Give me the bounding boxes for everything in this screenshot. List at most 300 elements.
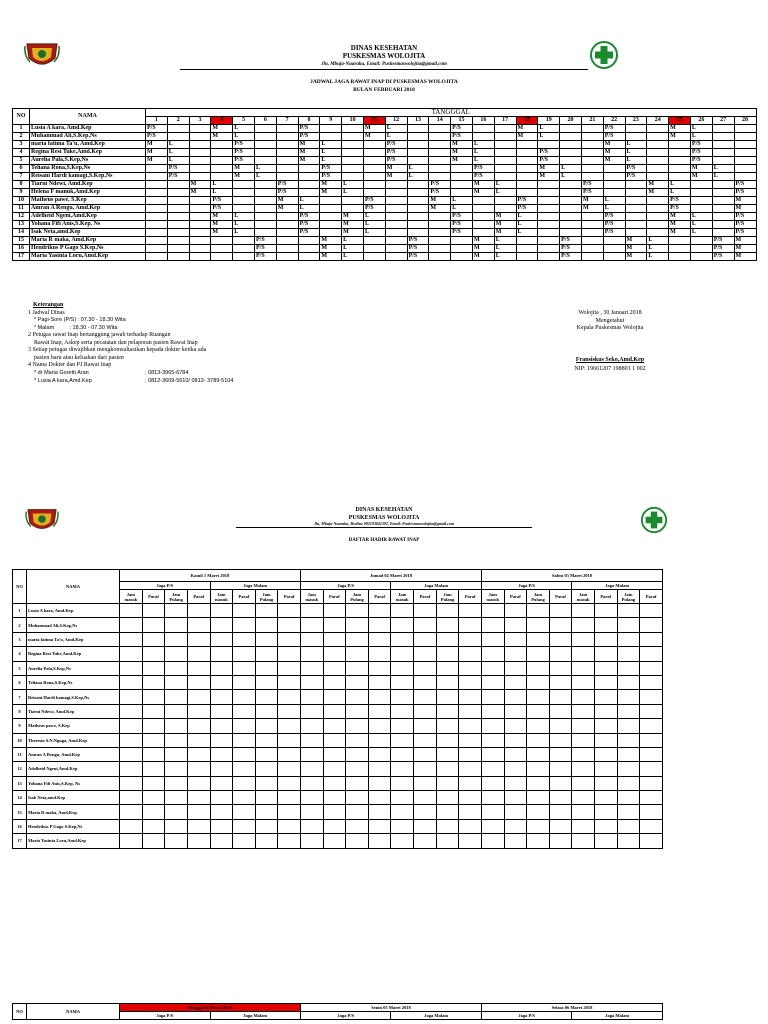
att-blank-cell[interactable] xyxy=(617,704,640,718)
att-blank-cell[interactable] xyxy=(572,805,595,819)
att-blank-cell[interactable] xyxy=(504,661,527,675)
att-blank-cell[interactable] xyxy=(459,647,482,661)
att-blank-cell[interactable] xyxy=(391,776,414,790)
att-blank-cell[interactable] xyxy=(594,834,617,848)
att-blank-cell[interactable] xyxy=(301,632,324,646)
att-blank-cell[interactable] xyxy=(210,704,233,718)
att-blank-cell[interactable] xyxy=(481,834,504,848)
att-blank-cell[interactable] xyxy=(527,791,550,805)
att-blank-cell[interactable] xyxy=(391,704,414,718)
att-blank-cell[interactable] xyxy=(346,791,369,805)
att-blank-cell[interactable] xyxy=(617,661,640,675)
att-blank-cell[interactable] xyxy=(233,690,256,704)
att-blank-cell[interactable] xyxy=(210,834,233,848)
att-blank-cell[interactable] xyxy=(323,604,346,618)
att-blank-cell[interactable] xyxy=(481,632,504,646)
att-blank-cell[interactable] xyxy=(278,733,301,747)
att-blank-cell[interactable] xyxy=(459,834,482,848)
att-blank-cell[interactable] xyxy=(346,675,369,689)
att-blank-cell[interactable] xyxy=(640,719,663,733)
att-blank-cell[interactable] xyxy=(414,604,437,618)
att-blank-cell[interactable] xyxy=(481,719,504,733)
att-blank-cell[interactable] xyxy=(210,805,233,819)
att-blank-cell[interactable] xyxy=(278,618,301,632)
att-blank-cell[interactable] xyxy=(527,776,550,790)
att-blank-cell[interactable] xyxy=(368,704,391,718)
att-blank-cell[interactable] xyxy=(323,733,346,747)
att-blank-cell[interactable] xyxy=(165,791,188,805)
att-blank-cell[interactable] xyxy=(436,805,459,819)
att-blank-cell[interactable] xyxy=(459,632,482,646)
att-blank-cell[interactable] xyxy=(594,819,617,833)
att-blank-cell[interactable] xyxy=(187,805,210,819)
att-blank-cell[interactable] xyxy=(504,618,527,632)
att-blank-cell[interactable] xyxy=(594,733,617,747)
att-blank-cell[interactable] xyxy=(594,776,617,790)
att-blank-cell[interactable] xyxy=(549,704,572,718)
att-blank-cell[interactable] xyxy=(459,819,482,833)
att-blank-cell[interactable] xyxy=(323,661,346,675)
att-blank-cell[interactable] xyxy=(142,776,165,790)
att-blank-cell[interactable] xyxy=(436,776,459,790)
att-blank-cell[interactable] xyxy=(594,704,617,718)
att-blank-cell[interactable] xyxy=(255,632,278,646)
att-blank-cell[interactable] xyxy=(142,819,165,833)
att-blank-cell[interactable] xyxy=(459,762,482,776)
att-blank-cell[interactable] xyxy=(346,819,369,833)
att-blank-cell[interactable] xyxy=(165,675,188,689)
att-blank-cell[interactable] xyxy=(255,762,278,776)
att-blank-cell[interactable] xyxy=(278,791,301,805)
att-blank-cell[interactable] xyxy=(459,661,482,675)
att-blank-cell[interactable] xyxy=(120,791,143,805)
att-blank-cell[interactable] xyxy=(504,704,527,718)
att-blank-cell[interactable] xyxy=(255,604,278,618)
att-blank-cell[interactable] xyxy=(504,834,527,848)
att-blank-cell[interactable] xyxy=(414,647,437,661)
att-blank-cell[interactable] xyxy=(233,747,256,761)
att-blank-cell[interactable] xyxy=(549,747,572,761)
att-blank-cell[interactable] xyxy=(323,704,346,718)
att-blank-cell[interactable] xyxy=(436,618,459,632)
att-blank-cell[interactable] xyxy=(459,604,482,618)
att-blank-cell[interactable] xyxy=(391,733,414,747)
att-blank-cell[interactable] xyxy=(527,690,550,704)
att-blank-cell[interactable] xyxy=(255,733,278,747)
att-blank-cell[interactable] xyxy=(187,733,210,747)
att-blank-cell[interactable] xyxy=(120,805,143,819)
att-blank-cell[interactable] xyxy=(346,704,369,718)
att-blank-cell[interactable] xyxy=(549,690,572,704)
att-blank-cell[interactable] xyxy=(165,647,188,661)
att-blank-cell[interactable] xyxy=(572,719,595,733)
att-blank-cell[interactable] xyxy=(368,834,391,848)
att-blank-cell[interactable] xyxy=(120,632,143,646)
att-blank-cell[interactable] xyxy=(210,819,233,833)
att-blank-cell[interactable] xyxy=(323,690,346,704)
att-blank-cell[interactable] xyxy=(187,819,210,833)
att-blank-cell[interactable] xyxy=(436,690,459,704)
att-blank-cell[interactable] xyxy=(436,819,459,833)
att-blank-cell[interactable] xyxy=(368,733,391,747)
att-blank-cell[interactable] xyxy=(527,618,550,632)
att-blank-cell[interactable] xyxy=(368,690,391,704)
att-blank-cell[interactable] xyxy=(594,747,617,761)
att-blank-cell[interactable] xyxy=(391,805,414,819)
att-blank-cell[interactable] xyxy=(301,776,324,790)
att-blank-cell[interactable] xyxy=(210,618,233,632)
att-blank-cell[interactable] xyxy=(640,675,663,689)
att-blank-cell[interactable] xyxy=(481,747,504,761)
att-blank-cell[interactable] xyxy=(120,661,143,675)
att-blank-cell[interactable] xyxy=(165,819,188,833)
att-blank-cell[interactable] xyxy=(120,762,143,776)
att-blank-cell[interactable] xyxy=(594,661,617,675)
att-blank-cell[interactable] xyxy=(278,819,301,833)
att-blank-cell[interactable] xyxy=(504,791,527,805)
att-blank-cell[interactable] xyxy=(210,776,233,790)
att-blank-cell[interactable] xyxy=(120,675,143,689)
att-blank-cell[interactable] xyxy=(120,604,143,618)
att-blank-cell[interactable] xyxy=(504,762,527,776)
att-blank-cell[interactable] xyxy=(527,819,550,833)
att-blank-cell[interactable] xyxy=(255,618,278,632)
att-blank-cell[interactable] xyxy=(594,805,617,819)
att-blank-cell[interactable] xyxy=(120,647,143,661)
att-blank-cell[interactable] xyxy=(120,690,143,704)
att-blank-cell[interactable] xyxy=(640,762,663,776)
att-blank-cell[interactable] xyxy=(120,719,143,733)
att-blank-cell[interactable] xyxy=(233,776,256,790)
att-blank-cell[interactable] xyxy=(278,776,301,790)
att-blank-cell[interactable] xyxy=(210,647,233,661)
att-blank-cell[interactable] xyxy=(414,632,437,646)
att-blank-cell[interactable] xyxy=(278,661,301,675)
att-blank-cell[interactable] xyxy=(187,604,210,618)
att-blank-cell[interactable] xyxy=(278,704,301,718)
att-blank-cell[interactable] xyxy=(549,719,572,733)
att-blank-cell[interactable] xyxy=(481,675,504,689)
att-blank-cell[interactable] xyxy=(346,690,369,704)
att-blank-cell[interactable] xyxy=(549,762,572,776)
att-blank-cell[interactable] xyxy=(549,819,572,833)
att-blank-cell[interactable] xyxy=(346,632,369,646)
att-blank-cell[interactable] xyxy=(504,632,527,646)
att-blank-cell[interactable] xyxy=(120,834,143,848)
att-blank-cell[interactable] xyxy=(323,647,346,661)
att-blank-cell[interactable] xyxy=(323,719,346,733)
att-blank-cell[interactable] xyxy=(346,661,369,675)
att-blank-cell[interactable] xyxy=(233,762,256,776)
att-blank-cell[interactable] xyxy=(142,661,165,675)
att-blank-cell[interactable] xyxy=(436,733,459,747)
att-blank-cell[interactable] xyxy=(210,719,233,733)
att-blank-cell[interactable] xyxy=(255,819,278,833)
att-blank-cell[interactable] xyxy=(323,834,346,848)
att-blank-cell[interactable] xyxy=(414,805,437,819)
att-blank-cell[interactable] xyxy=(481,647,504,661)
att-blank-cell[interactable] xyxy=(165,632,188,646)
att-blank-cell[interactable] xyxy=(233,704,256,718)
att-blank-cell[interactable] xyxy=(459,675,482,689)
att-blank-cell[interactable] xyxy=(549,661,572,675)
att-blank-cell[interactable] xyxy=(617,747,640,761)
att-blank-cell[interactable] xyxy=(436,632,459,646)
att-blank-cell[interactable] xyxy=(414,762,437,776)
att-blank-cell[interactable] xyxy=(594,719,617,733)
att-blank-cell[interactable] xyxy=(323,762,346,776)
att-blank-cell[interactable] xyxy=(120,704,143,718)
att-blank-cell[interactable] xyxy=(210,791,233,805)
att-blank-cell[interactable] xyxy=(278,805,301,819)
att-blank-cell[interactable] xyxy=(165,618,188,632)
att-blank-cell[interactable] xyxy=(504,690,527,704)
att-blank-cell[interactable] xyxy=(187,618,210,632)
att-blank-cell[interactable] xyxy=(594,690,617,704)
att-blank-cell[interactable] xyxy=(165,733,188,747)
att-blank-cell[interactable] xyxy=(346,747,369,761)
att-blank-cell[interactable] xyxy=(165,690,188,704)
att-blank-cell[interactable] xyxy=(255,661,278,675)
att-blank-cell[interactable] xyxy=(142,704,165,718)
att-blank-cell[interactable] xyxy=(368,661,391,675)
att-blank-cell[interactable] xyxy=(346,719,369,733)
att-blank-cell[interactable] xyxy=(414,661,437,675)
att-blank-cell[interactable] xyxy=(391,661,414,675)
att-blank-cell[interactable] xyxy=(459,776,482,790)
att-blank-cell[interactable] xyxy=(301,791,324,805)
att-blank-cell[interactable] xyxy=(233,791,256,805)
att-blank-cell[interactable] xyxy=(142,747,165,761)
att-blank-cell[interactable] xyxy=(233,834,256,848)
att-blank-cell[interactable] xyxy=(640,632,663,646)
att-blank-cell[interactable] xyxy=(459,618,482,632)
att-blank-cell[interactable] xyxy=(187,661,210,675)
att-blank-cell[interactable] xyxy=(436,675,459,689)
att-blank-cell[interactable] xyxy=(301,834,324,848)
att-blank-cell[interactable] xyxy=(617,834,640,848)
att-blank-cell[interactable] xyxy=(459,805,482,819)
att-blank-cell[interactable] xyxy=(301,690,324,704)
att-blank-cell[interactable] xyxy=(142,719,165,733)
att-blank-cell[interactable] xyxy=(640,618,663,632)
att-blank-cell[interactable] xyxy=(527,632,550,646)
att-blank-cell[interactable] xyxy=(572,690,595,704)
att-blank-cell[interactable] xyxy=(527,661,550,675)
att-blank-cell[interactable] xyxy=(142,791,165,805)
att-blank-cell[interactable] xyxy=(233,733,256,747)
att-blank-cell[interactable] xyxy=(142,762,165,776)
att-blank-cell[interactable] xyxy=(391,719,414,733)
att-blank-cell[interactable] xyxy=(210,675,233,689)
att-blank-cell[interactable] xyxy=(301,719,324,733)
att-blank-cell[interactable] xyxy=(481,805,504,819)
att-blank-cell[interactable] xyxy=(233,661,256,675)
att-blank-cell[interactable] xyxy=(617,604,640,618)
att-blank-cell[interactable] xyxy=(301,747,324,761)
att-blank-cell[interactable] xyxy=(414,675,437,689)
att-blank-cell[interactable] xyxy=(481,762,504,776)
att-blank-cell[interactable] xyxy=(187,834,210,848)
att-blank-cell[interactable] xyxy=(142,632,165,646)
att-blank-cell[interactable] xyxy=(640,834,663,848)
att-blank-cell[interactable] xyxy=(640,704,663,718)
att-blank-cell[interactable] xyxy=(187,632,210,646)
att-blank-cell[interactable] xyxy=(165,661,188,675)
att-blank-cell[interactable] xyxy=(278,647,301,661)
att-blank-cell[interactable] xyxy=(391,690,414,704)
att-blank-cell[interactable] xyxy=(233,632,256,646)
att-blank-cell[interactable] xyxy=(255,791,278,805)
att-blank-cell[interactable] xyxy=(301,805,324,819)
att-blank-cell[interactable] xyxy=(323,819,346,833)
att-blank-cell[interactable] xyxy=(323,632,346,646)
att-blank-cell[interactable] xyxy=(436,661,459,675)
att-blank-cell[interactable] xyxy=(617,819,640,833)
att-blank-cell[interactable] xyxy=(549,675,572,689)
att-blank-cell[interactable] xyxy=(210,733,233,747)
att-blank-cell[interactable] xyxy=(255,776,278,790)
att-blank-cell[interactable] xyxy=(527,805,550,819)
att-blank-cell[interactable] xyxy=(594,791,617,805)
att-blank-cell[interactable] xyxy=(594,647,617,661)
att-blank-cell[interactable] xyxy=(233,805,256,819)
att-blank-cell[interactable] xyxy=(346,834,369,848)
att-blank-cell[interactable] xyxy=(233,675,256,689)
att-blank-cell[interactable] xyxy=(572,618,595,632)
att-blank-cell[interactable] xyxy=(346,618,369,632)
att-blank-cell[interactable] xyxy=(301,733,324,747)
att-blank-cell[interactable] xyxy=(278,632,301,646)
att-blank-cell[interactable] xyxy=(640,604,663,618)
att-blank-cell[interactable] xyxy=(346,604,369,618)
att-blank-cell[interactable] xyxy=(142,733,165,747)
att-blank-cell[interactable] xyxy=(594,762,617,776)
att-blank-cell[interactable] xyxy=(165,704,188,718)
att-blank-cell[interactable] xyxy=(617,805,640,819)
att-blank-cell[interactable] xyxy=(640,690,663,704)
att-blank-cell[interactable] xyxy=(572,675,595,689)
att-blank-cell[interactable] xyxy=(142,604,165,618)
att-blank-cell[interactable] xyxy=(527,834,550,848)
att-blank-cell[interactable] xyxy=(504,819,527,833)
att-blank-cell[interactable] xyxy=(436,762,459,776)
att-blank-cell[interactable] xyxy=(368,675,391,689)
att-blank-cell[interactable] xyxy=(301,604,324,618)
att-blank-cell[interactable] xyxy=(572,776,595,790)
att-blank-cell[interactable] xyxy=(436,747,459,761)
att-blank-cell[interactable] xyxy=(594,604,617,618)
att-blank-cell[interactable] xyxy=(572,661,595,675)
att-blank-cell[interactable] xyxy=(391,647,414,661)
att-blank-cell[interactable] xyxy=(165,762,188,776)
att-blank-cell[interactable] xyxy=(572,747,595,761)
att-blank-cell[interactable] xyxy=(549,618,572,632)
att-blank-cell[interactable] xyxy=(187,690,210,704)
att-blank-cell[interactable] xyxy=(142,675,165,689)
att-blank-cell[interactable] xyxy=(572,791,595,805)
att-blank-cell[interactable] xyxy=(617,632,640,646)
att-blank-cell[interactable] xyxy=(301,618,324,632)
att-blank-cell[interactable] xyxy=(346,762,369,776)
att-blank-cell[interactable] xyxy=(210,762,233,776)
att-blank-cell[interactable] xyxy=(301,647,324,661)
att-blank-cell[interactable] xyxy=(165,719,188,733)
att-blank-cell[interactable] xyxy=(368,805,391,819)
att-blank-cell[interactable] xyxy=(165,604,188,618)
att-blank-cell[interactable] xyxy=(391,675,414,689)
att-blank-cell[interactable] xyxy=(142,805,165,819)
att-blank-cell[interactable] xyxy=(481,604,504,618)
att-blank-cell[interactable] xyxy=(323,805,346,819)
att-blank-cell[interactable] xyxy=(120,747,143,761)
att-blank-cell[interactable] xyxy=(572,647,595,661)
att-blank-cell[interactable] xyxy=(572,834,595,848)
att-blank-cell[interactable] xyxy=(368,791,391,805)
att-blank-cell[interactable] xyxy=(504,805,527,819)
att-blank-cell[interactable] xyxy=(142,647,165,661)
att-blank-cell[interactable] xyxy=(617,719,640,733)
att-blank-cell[interactable] xyxy=(527,675,550,689)
att-blank-cell[interactable] xyxy=(549,604,572,618)
att-blank-cell[interactable] xyxy=(549,733,572,747)
att-blank-cell[interactable] xyxy=(255,690,278,704)
att-blank-cell[interactable] xyxy=(572,733,595,747)
att-blank-cell[interactable] xyxy=(165,805,188,819)
att-blank-cell[interactable] xyxy=(414,733,437,747)
att-blank-cell[interactable] xyxy=(572,632,595,646)
att-blank-cell[interactable] xyxy=(187,762,210,776)
att-blank-cell[interactable] xyxy=(436,704,459,718)
att-blank-cell[interactable] xyxy=(436,647,459,661)
att-blank-cell[interactable] xyxy=(459,733,482,747)
att-blank-cell[interactable] xyxy=(255,704,278,718)
att-blank-cell[interactable] xyxy=(346,647,369,661)
att-blank-cell[interactable] xyxy=(640,747,663,761)
att-blank-cell[interactable] xyxy=(391,632,414,646)
att-blank-cell[interactable] xyxy=(459,747,482,761)
att-blank-cell[interactable] xyxy=(640,647,663,661)
att-blank-cell[interactable] xyxy=(617,762,640,776)
att-blank-cell[interactable] xyxy=(301,661,324,675)
att-blank-cell[interactable] xyxy=(346,805,369,819)
att-blank-cell[interactable] xyxy=(459,690,482,704)
att-blank-cell[interactable] xyxy=(391,762,414,776)
att-blank-cell[interactable] xyxy=(255,719,278,733)
att-blank-cell[interactable] xyxy=(255,747,278,761)
att-blank-cell[interactable] xyxy=(414,776,437,790)
att-blank-cell[interactable] xyxy=(187,719,210,733)
att-blank-cell[interactable] xyxy=(278,690,301,704)
att-blank-cell[interactable] xyxy=(391,618,414,632)
att-blank-cell[interactable] xyxy=(527,719,550,733)
att-blank-cell[interactable] xyxy=(187,747,210,761)
att-blank-cell[interactable] xyxy=(617,675,640,689)
att-blank-cell[interactable] xyxy=(436,834,459,848)
att-blank-cell[interactable] xyxy=(323,675,346,689)
att-blank-cell[interactable] xyxy=(301,675,324,689)
att-blank-cell[interactable] xyxy=(414,791,437,805)
att-blank-cell[interactable] xyxy=(278,675,301,689)
att-blank-cell[interactable] xyxy=(414,704,437,718)
att-blank-cell[interactable] xyxy=(368,762,391,776)
att-blank-cell[interactable] xyxy=(527,733,550,747)
att-blank-cell[interactable] xyxy=(301,819,324,833)
att-blank-cell[interactable] xyxy=(459,719,482,733)
att-blank-cell[interactable] xyxy=(187,791,210,805)
att-blank-cell[interactable] xyxy=(210,661,233,675)
att-blank-cell[interactable] xyxy=(414,690,437,704)
